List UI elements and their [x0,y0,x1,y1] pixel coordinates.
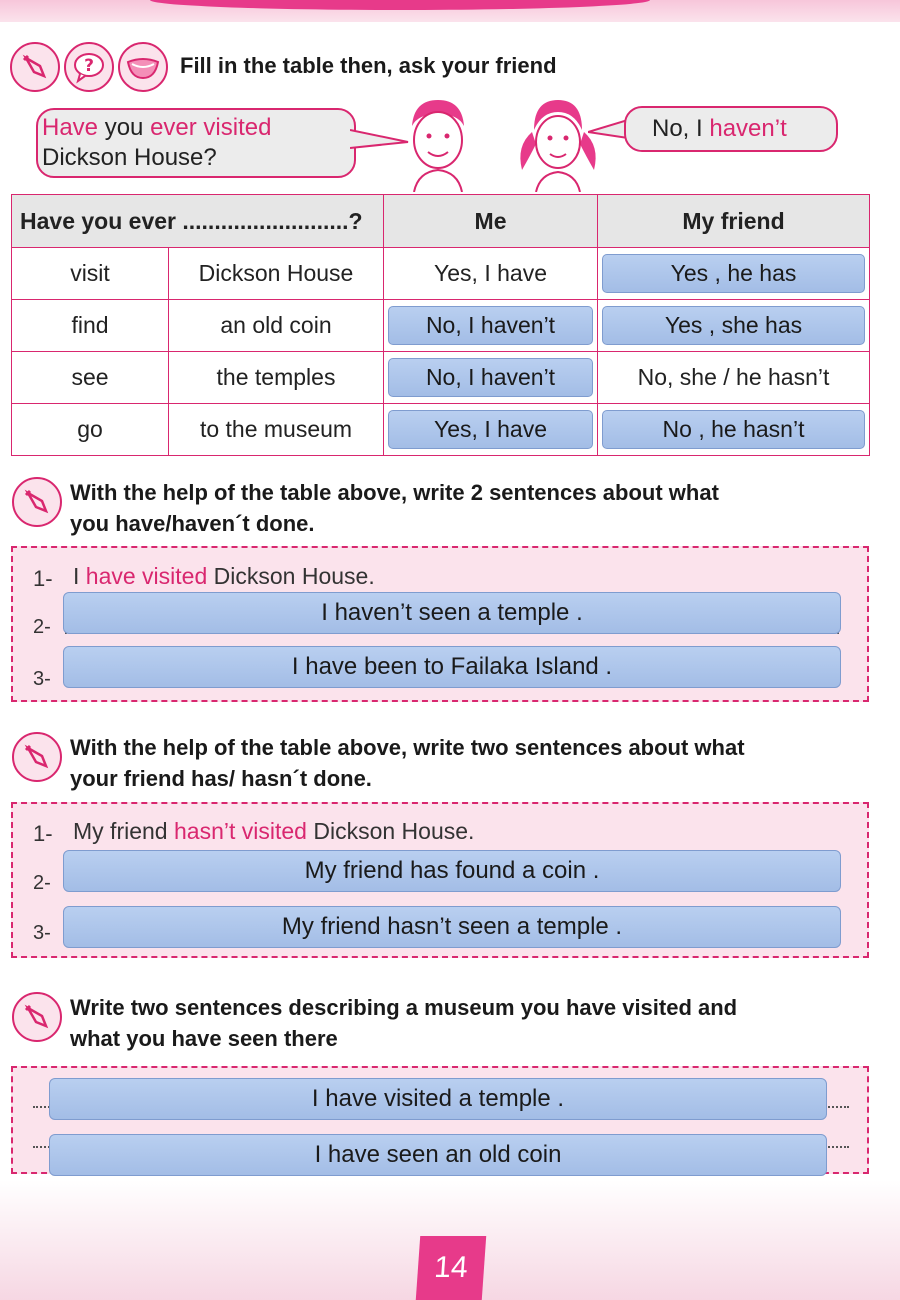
verb-cell: find [12,300,169,352]
bubble-tail-right [588,118,628,142]
table-row [12,404,870,456]
instruction-text [70,477,719,539]
answer-field[interactable]: My friend hasn’t seen a temple . [63,906,841,948]
boy-face-icon [398,96,478,196]
object-cell: an old coin [169,300,384,352]
me-cell [384,300,598,352]
sentence-part: I [73,563,86,589]
verb-cell: see [12,352,169,404]
line-number: 1- [33,566,53,591]
section3-heading [12,732,745,794]
me-answer-field[interactable]: Yes, I have [388,410,593,449]
section4-heading [12,992,737,1054]
top-decoration [0,0,900,22]
instruction-line: With the help of the table above, write two sentences about what [70,735,745,760]
friend-cell [598,300,870,352]
friend-cell [598,248,870,300]
speech-bubble-question [36,108,356,178]
writing-box-me [11,546,869,702]
experience-table [11,194,870,456]
line-number: 2- [33,872,51,894]
question-icon [64,42,114,92]
header-me: Me [384,195,598,248]
bubble-text-part: No, I [652,115,710,142]
friend-answer-field[interactable]: Yes , he has [602,254,865,293]
activity-icons [10,42,168,92]
bubble-text-part: ever visited [150,114,272,141]
table-row [12,352,870,404]
instruction-line: Write two sentences describing a museum you have visited and [70,995,738,1020]
writing-box-museum [11,1066,869,1174]
friend-answer-field[interactable]: Yes , she has [602,306,865,345]
answer-field[interactable]: I haven’t seen a temple . [63,592,841,634]
girl-face-icon [508,96,608,196]
instruction-line: what you have seen there [70,1026,338,1051]
writing-box-friend [11,802,869,958]
line-number: 2- [33,616,51,638]
instruction-line: your friend has/ hasn´t done. [70,766,372,791]
page-number: 14 [416,1236,486,1300]
me-cell [384,404,598,456]
answer-field[interactable]: I have seen an old coin [49,1134,827,1176]
table-row [12,248,870,300]
sentence-part: Dickson House. [306,818,475,844]
sentence-part: hasn’t visited [173,818,307,844]
instruction-line: you have/haven´t done. [70,511,315,536]
example-sentence [73,563,375,590]
instruction-text [70,992,737,1054]
line-number: 3- [33,668,51,690]
friend-cell: No, she / he hasn’t [598,352,870,404]
example-sentence [73,818,474,845]
header-have-you-ever: Have you ever ..........................? [12,195,384,248]
line-number: 1- [33,821,53,846]
friend-answer-field[interactable]: No , he hasn’t [602,410,865,449]
sentence-part: Dickson House. [207,563,375,589]
pencil-icon [10,42,60,92]
answer-field[interactable]: I have been to Failaka Island . [63,646,841,688]
object-cell: to the museum [169,404,384,456]
bubble-text-part: Dickson House? [42,144,217,171]
instruction-line: With the help of the table above, write 2 sentences about what [70,480,719,505]
friend-cell [598,404,870,456]
instruction-text [70,732,745,794]
bubble-text-part: haven’t [709,115,787,142]
bubble-text-part: you [98,114,151,141]
instruction-text: Fill in the table then, ask your friend [180,53,557,78]
bubble-text-part: Have [42,114,99,141]
verb-cell: go [12,404,169,456]
svg-text:?: ? [84,56,94,76]
sentence-part: have visited [85,563,208,589]
verb-cell: visit [12,248,169,300]
object-cell: the temples [169,352,384,404]
me-cell: Yes, I have [384,248,598,300]
mouth-icon [118,42,168,92]
table-header-row [12,195,870,248]
speech-bubble-answer [624,106,838,152]
section2-heading [12,477,719,539]
table-row [12,300,870,352]
sentence-part: My friend [73,818,174,844]
section1-heading [180,50,557,81]
header-my-friend: My friend [598,195,870,248]
pencil-icon [12,477,62,527]
answer-field[interactable]: I have visited a temple . [49,1078,827,1120]
object-cell: Dickson House [169,248,384,300]
me-answer-field[interactable]: No, I haven’t [388,358,593,397]
me-cell [384,352,598,404]
me-answer-field[interactable]: No, I haven’t [388,306,593,345]
answer-field[interactable]: My friend has found a coin . [63,850,841,892]
line-number: 3- [33,922,51,944]
pencil-icon [12,732,62,782]
pencil-icon [12,992,62,1042]
